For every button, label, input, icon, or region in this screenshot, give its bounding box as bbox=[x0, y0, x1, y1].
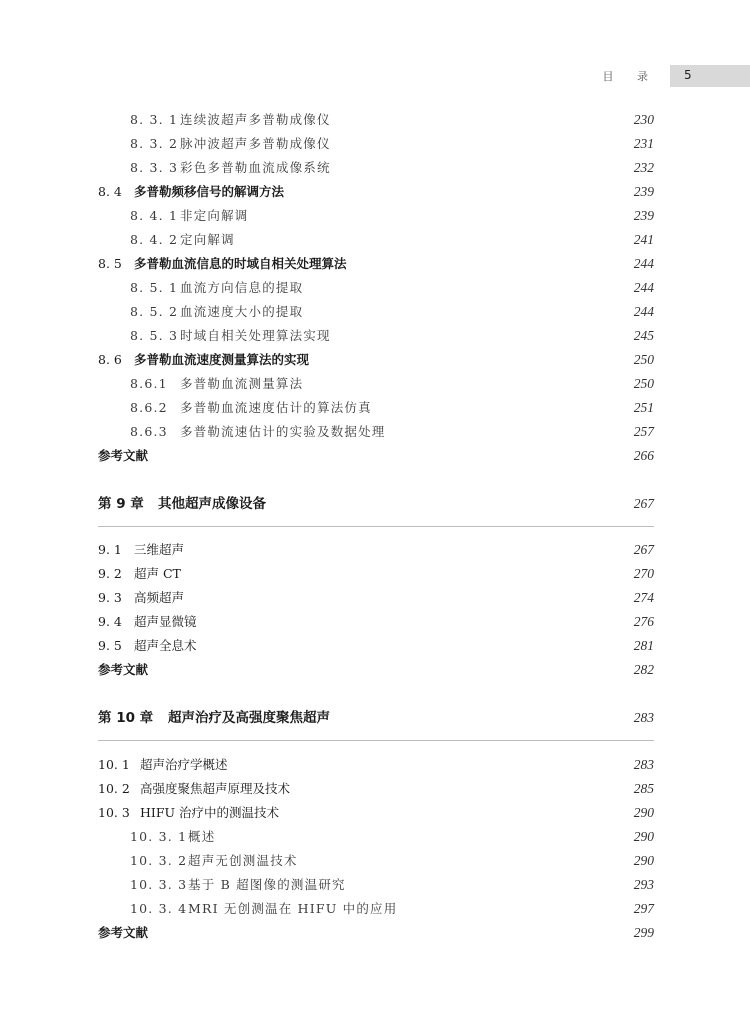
entry-title: 非定向解调 bbox=[180, 208, 249, 223]
entry-number: 8. 3. 3 bbox=[130, 160, 179, 175]
chapter-title: 超声治疗及高强度聚焦超声 bbox=[168, 710, 330, 726]
entry-title: 脉冲波超声多普勒成像仪 bbox=[180, 136, 331, 151]
entry-number: 9. 4 bbox=[98, 614, 122, 629]
entry-page: 230 bbox=[633, 112, 654, 127]
entry-title: 定向解调 bbox=[180, 232, 235, 247]
entry-number: 8. 3. 2 bbox=[130, 136, 179, 151]
toc-entry-8-5-3[interactable] bbox=[130, 326, 654, 346]
chapter-number: 第 10 章 bbox=[98, 710, 154, 726]
entry-title: 高强度聚焦超声原理及技术 bbox=[140, 781, 291, 796]
entry-page: 267 bbox=[633, 496, 654, 511]
toc-entry-10-3-2[interactable] bbox=[130, 851, 654, 871]
entry-number: 8. 5. 3 bbox=[130, 328, 179, 343]
entry-title: 血流速度大小的提取 bbox=[180, 304, 304, 319]
entry-number: 8.6.3 bbox=[130, 424, 168, 439]
entry-number: 10. 3 bbox=[98, 805, 130, 820]
entry-number: 9. 5 bbox=[98, 638, 122, 653]
entry-title: 参考文献 bbox=[98, 448, 149, 463]
entry-title: 概述 bbox=[188, 829, 216, 844]
entry-page: 281 bbox=[633, 638, 654, 653]
toc-chapter-9[interactable] bbox=[98, 494, 654, 514]
entry-number: 8. 4 bbox=[98, 184, 122, 199]
entry-page: 245 bbox=[633, 328, 654, 343]
entry-page: 244 bbox=[633, 256, 654, 271]
entry-page: 293 bbox=[633, 877, 654, 892]
entry-title: 超声显微镜 bbox=[134, 614, 197, 629]
entry-number: 8. 5 bbox=[98, 256, 122, 271]
entry-page: 239 bbox=[633, 184, 654, 199]
chapter-divider bbox=[98, 526, 654, 527]
entry-page: 270 bbox=[633, 566, 654, 581]
entry-page: 231 bbox=[633, 136, 654, 151]
entry-page: 251 bbox=[633, 400, 654, 415]
toc-entry-8-4-2[interactable] bbox=[130, 230, 654, 250]
entry-number: 8.6.2 bbox=[130, 400, 168, 415]
entry-page: 276 bbox=[633, 614, 654, 629]
entry-page: 283 bbox=[633, 710, 654, 725]
toc-entry-references-ch10[interactable] bbox=[98, 923, 654, 943]
chapter-divider bbox=[98, 740, 654, 741]
entry-title: 超声治疗学概述 bbox=[140, 757, 228, 772]
entry-page: 244 bbox=[633, 304, 654, 319]
entry-title: 多普勒血流测量算法 bbox=[180, 376, 304, 391]
toc-entry-8-4[interactable] bbox=[98, 182, 654, 202]
entry-number: 8. 5. 1 bbox=[130, 280, 179, 295]
entry-title: 参考文献 bbox=[98, 925, 149, 940]
chapter-title: 其他超声成像设备 bbox=[158, 496, 266, 512]
toc-entry-8-6-2[interactable] bbox=[130, 398, 654, 418]
entry-title: 超声 CT bbox=[134, 566, 181, 581]
entry-page: 290 bbox=[633, 853, 654, 868]
entry-number: 10. 1 bbox=[98, 757, 130, 772]
entry-number: 8. 6 bbox=[98, 352, 122, 367]
entry-page: 297 bbox=[633, 901, 654, 916]
entry-page: 250 bbox=[633, 376, 654, 391]
entry-number: 10. 2 bbox=[98, 781, 130, 796]
entry-page: 250 bbox=[633, 352, 654, 367]
entry-title: 超声全息术 bbox=[134, 638, 197, 653]
entry-title: 多普勒血流速度估计的算法仿真 bbox=[180, 400, 372, 415]
entry-title: MRI 无创测温在 HIFU 中的应用 bbox=[188, 901, 398, 916]
entry-page: 283 bbox=[633, 757, 654, 772]
entry-title: 多普勒血流速度测量算法的实现 bbox=[134, 352, 310, 367]
entry-page: 257 bbox=[633, 424, 654, 439]
toc-entry-8-6-1[interactable] bbox=[130, 374, 654, 394]
entry-number: 10. 3. 2 bbox=[130, 853, 188, 868]
toc-entry-references-ch9[interactable] bbox=[98, 660, 654, 680]
toc-entry-8-3-1[interactable] bbox=[130, 110, 654, 130]
entry-number: 10. 3. 3 bbox=[130, 877, 188, 892]
toc-chapter-10[interactable] bbox=[98, 708, 654, 728]
entry-page: 266 bbox=[633, 448, 654, 463]
entry-title: HIFU 治疗中的测温技术 bbox=[140, 805, 280, 820]
entry-title: 连续波超声多普勒成像仪 bbox=[180, 112, 331, 127]
entry-number: 10. 3. 1 bbox=[130, 829, 188, 844]
entry-page: 274 bbox=[633, 590, 654, 605]
toc-entry-8-6-3[interactable] bbox=[130, 422, 654, 442]
toc-entry-10-3-4[interactable] bbox=[130, 899, 654, 919]
entry-page: 290 bbox=[633, 805, 654, 820]
entry-title: 基于 B 超图像的测温研究 bbox=[188, 877, 346, 892]
chapter-number: 第 9 章 bbox=[98, 496, 144, 512]
entry-title: 时域自相关处理算法实现 bbox=[180, 328, 331, 343]
entry-page: 299 bbox=[633, 925, 654, 940]
header-title: 目 录 bbox=[602, 70, 658, 83]
entry-page: 285 bbox=[633, 781, 654, 796]
toc-entry-9-4[interactable] bbox=[98, 612, 654, 632]
toc-entry-10-1[interactable] bbox=[98, 755, 654, 775]
entry-page: 232 bbox=[633, 160, 654, 175]
entry-page: 290 bbox=[633, 829, 654, 844]
entry-number: 10. 3. 4 bbox=[130, 901, 188, 916]
entry-page: 244 bbox=[633, 280, 654, 295]
entry-page: 282 bbox=[633, 662, 654, 677]
entry-title: 超声无创测温技术 bbox=[188, 853, 298, 868]
entry-title: 血流方向信息的提取 bbox=[180, 280, 304, 295]
entry-page: 239 bbox=[633, 208, 654, 223]
toc-entry-9-1[interactable] bbox=[98, 540, 654, 560]
toc-entry-8-6[interactable] bbox=[98, 350, 654, 370]
entry-number: 9. 1 bbox=[98, 542, 122, 557]
entry-title: 三维超声 bbox=[134, 542, 185, 557]
toc-entry-9-5[interactable] bbox=[98, 636, 654, 656]
toc-entry-10-3[interactable] bbox=[98, 803, 654, 823]
toc-entry-10-3-1[interactable] bbox=[130, 827, 654, 847]
page-number: 5 bbox=[684, 68, 692, 82]
toc-entry-8-3-2[interactable] bbox=[130, 134, 654, 154]
entry-page: 241 bbox=[633, 232, 654, 247]
entry-title: 参考文献 bbox=[98, 662, 149, 677]
entry-title: 高频超声 bbox=[134, 590, 185, 605]
toc-entry-references-ch8[interactable] bbox=[98, 446, 654, 466]
entry-number: 9. 3 bbox=[98, 590, 122, 605]
entry-number: 8.6.1 bbox=[130, 376, 168, 391]
entry-number: 8. 4. 1 bbox=[130, 208, 179, 223]
entry-title: 多普勒流速估计的实验及数据处理 bbox=[180, 424, 386, 439]
entry-number: 8. 4. 2 bbox=[130, 232, 179, 247]
entry-number: 8. 5. 2 bbox=[130, 304, 179, 319]
entry-title: 多普勒频移信号的解调方法 bbox=[134, 184, 285, 199]
toc-entry-8-5-2[interactable] bbox=[130, 302, 654, 322]
entry-title: 多普勒血流信息的时域自相关处理算法 bbox=[134, 256, 347, 271]
entry-number: 8. 3. 1 bbox=[130, 112, 179, 127]
entry-number: 9. 2 bbox=[98, 566, 122, 581]
toc-entry-8-4-1[interactable] bbox=[130, 206, 654, 226]
toc-entry-8-3-3[interactable] bbox=[130, 158, 654, 178]
toc-entry-10-3-3[interactable] bbox=[130, 875, 654, 895]
toc-entry-8-5-1[interactable] bbox=[130, 278, 654, 298]
entry-title: 彩色多普勒血流成像系统 bbox=[180, 160, 331, 175]
toc-entry-9-2[interactable] bbox=[98, 564, 654, 584]
toc-entry-9-3[interactable] bbox=[98, 588, 654, 608]
entry-page: 267 bbox=[633, 542, 654, 557]
toc-entry-8-5[interactable] bbox=[98, 254, 654, 274]
toc-entry-10-2[interactable] bbox=[98, 779, 654, 799]
